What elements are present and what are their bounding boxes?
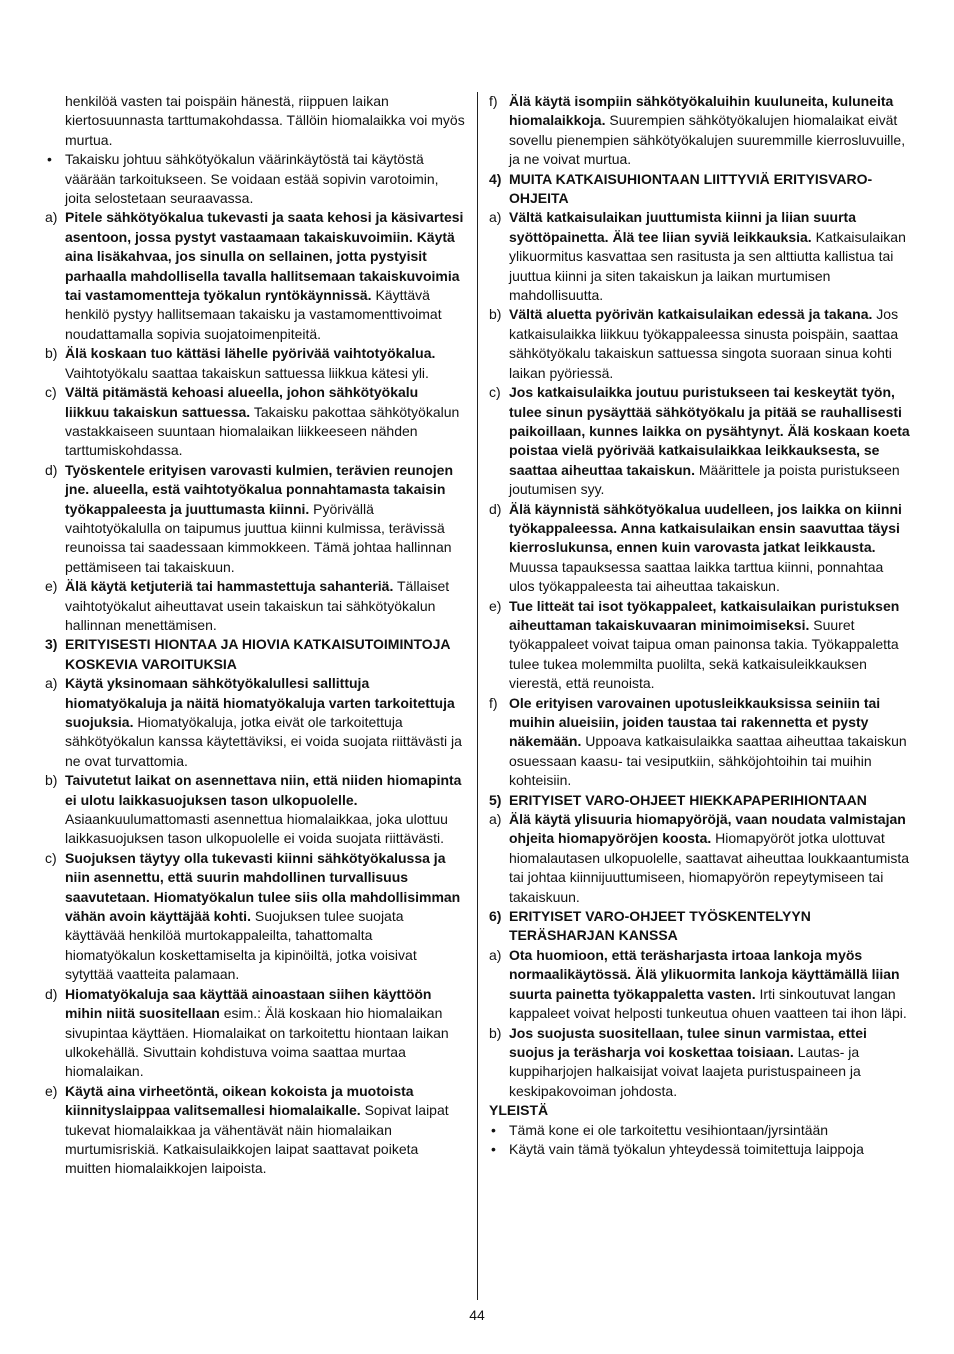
item-bold-text: Vältä aluetta pyörivän katkaisulaikan edessä ja takana.	[509, 306, 873, 323]
item-text: Sopivat laipat tukevat hiomalaikkaa ja vähentävät näin hiomalaikan murtumisriskiä. Katkaisulaikkojen laipat saattavat poiketa muitten hiomalaikkojen laipoista.	[65, 1102, 449, 1177]
item-bold-text: Vältä pitämästä kehoasi alueella, johon sähkötyökalu liikkuu takaiskun sattuessa.	[65, 384, 419, 420]
item-6b	[489, 1024, 911, 1102]
bullet-text: Käytä vain tämä työkalun yhteydessä toimitettuja laippoja	[509, 1140, 864, 1157]
item-4d	[489, 500, 911, 597]
item-label: a)	[45, 675, 58, 692]
item-4e	[489, 597, 911, 694]
item-text: Pyörivällä vaihtotyökalulla on taipumus juuttua kiinni kulmissa, terävissä reunoissa tai saadessaan kimmokkeen. Tämä johtaa hallinnan pettämiseen tai takaiskuun.	[65, 500, 452, 575]
item-label: a)	[489, 946, 502, 963]
item-text: Vaihtotyökalu saattaa takaiskun sattuessa liikkua kätesi yli.	[65, 364, 429, 381]
item-text: Katkaisulaikan ylikuormitus kasvattaa sen rasitusta ja sen alttiutta kallistua tai juuttua kiinni ja siten takaiskun ja laikan murtumisen mahdollisuutta.	[509, 228, 906, 304]
item-bold-text: Käytä yksinomaan sähkötyökalullesi sallittuja hiomatyökaluja ja näitä hiomatyökaluja varten tarkoitettuja suojuksia.	[65, 675, 455, 730]
item-text: Asiaankuulumattomasti asennettua hiomalaikkaa, joka ulottuu laikkasuojuksen tason ulkopuolelle ei voida suojata riittävästi.	[65, 811, 448, 847]
item-3f	[489, 92, 911, 170]
section-number: 4)	[489, 170, 502, 187]
column-divider	[477, 92, 478, 1300]
item-3a	[45, 674, 465, 771]
item-label: c)	[489, 384, 501, 401]
section-number: 3)	[45, 636, 58, 653]
bullet-marker: •	[491, 1140, 496, 1157]
item-bold-text: Hiomatyökaluja saa käyttää ainoastaan siihen käyttöön mihin niitä suositellaan	[65, 985, 432, 1022]
bullet-general-2	[489, 1140, 911, 1159]
item-c	[45, 383, 465, 461]
right-column	[489, 92, 911, 1159]
page-number: 44	[469, 1307, 485, 1323]
bullet-kickback-cause	[45, 150, 465, 208]
section-heading-3	[45, 635, 465, 674]
item-bold-text: Ota huomioon, että teräsharjasta irtoaa lankoja myös normaalikäytössä. Älä ylikuormita lankoja käyttämällä liian suurta painetta työkappaletta vasten.	[509, 946, 900, 1002]
item-bold-text: Työskentele erityisen varovasti kulmien, terävien reunojen jne. alueella, estä vaihtotyökalua ponnahtamasta takaisin työkappaleesta ja juuttumasta kiinni.	[65, 461, 454, 517]
section-number: 6)	[489, 908, 502, 925]
item-3b	[45, 771, 465, 849]
section-title: ERITYISET VARO-OHJEET TYÖSKENTELYYN TERÄSHARJAN KANSSA	[509, 908, 811, 944]
item-bold-text: Pitele sähkötyökalua tukevasti ja saata kehosi ja käsivartesi asentoon, jossa pystyt vastaamaan takaiskuvoimiin. Käytä aina lisäkahvaa, jos sinulla on sellainen, jotta pystyisit parhaalla mahdollisella tavalla hallitsemaan takaiskuvoimia tai vastamomentteja työkalun ryntökäynnissä.	[65, 209, 464, 304]
item-label: c)	[45, 849, 57, 866]
item-4a	[489, 208, 911, 305]
bullet-general-1	[489, 1121, 911, 1140]
item-text: Tällaiset vaihtotyökalut aiheuttavat usein takaiskun tai sähkötyökalun hallinnan menettämisen.	[65, 578, 450, 633]
item-label: b)	[45, 345, 58, 362]
intro-continuation: henkilöä vasten tai poispäin hänestä, riippuen laikan kiertosuunnasta tarttumakohdassa. Tällöin hiomalaikka voi myös murtua.	[65, 93, 465, 148]
item-text: Takaisku pakottaa sähkötyökalun vastakkaiseen suuntaan hiomalaikan liikkeeseen nähden tarttumiskohdassa.	[65, 403, 460, 459]
item-label: b)	[489, 1024, 502, 1041]
item-label: a)	[45, 209, 58, 226]
item-label: e)	[45, 578, 58, 595]
item-4f	[489, 694, 911, 791]
item-label: c)	[45, 384, 57, 401]
item-bold-text: Älä käynnistä sähkötyökalua uudelleen, jos laikka on kiinni työkappaleessa. Anna katkaisulaikan ensin saavuttaa täysi kierroslukunsa, ennen kuin varovasta jatkat leikkausta.	[509, 500, 902, 556]
item-label: d)	[489, 500, 502, 517]
item-bold-text: Suojuksen täytyy olla tukevasti kiinni sähkötyökalussa ja niin asennettu, että suurin mahdollinen turvallisuus saavutetaan. Hiomatyökalun tulee siis olla mahdollisimman vähän avoin käyttäjää kohti.	[65, 849, 461, 925]
section-title: MUITA KATKAISUHIONTAAN LIITTYVIÄ ERITYISVARO-OHJEITA	[509, 170, 873, 207]
item-label: a)	[489, 811, 502, 828]
item-d	[45, 461, 465, 577]
bullet-marker: •	[491, 1121, 496, 1138]
item-label: e)	[45, 1082, 58, 1099]
left-column	[45, 92, 465, 1179]
item-bold-text: Taivutetut laikat on asennettava niin, että niiden hiomapinta ei ulotu laikkasuojuksen tason ulkopuolelle.	[65, 772, 462, 808]
section-title: ERITYISET VARO-OHJEET HIEKKAPAPERIHIONTAAN	[509, 791, 867, 808]
item-text: Hiomapyöröt jotka ulottuvat hiomalautasen ulkopuolelle, saattavat aiheuttaa loukkaantumista tai johtaa kiinnijuuttumiseen, hiomapyörön repeytymiseen tai takaiskuun.	[509, 830, 910, 905]
item-bold-text: Älä käytä ketjuteriä tai hammastettuja sahanteriä.	[65, 578, 394, 595]
item-6a	[489, 946, 911, 1024]
item-text: Hiomatyökaluja, jotka eivät ole tarkoitettuja sähkötyökalun kanssa käytettäviksi, ei voida suojata riittävästi ja ne ovat turvattomia.	[65, 714, 462, 769]
item-bold-text: Käytä aina virheetöntä, oikean kokoista ja muotoista kiinnityslaippaa valitsemallesi hiomalaikalle.	[65, 1082, 414, 1119]
item-label: d)	[45, 985, 58, 1002]
section-title: ERITYISESTI HIONTAA JA HIOVIA KATKAISUTOIMINTOJA KOSKEVIA VAROITUKSIA	[65, 636, 451, 672]
item-label: a)	[489, 209, 502, 226]
item-a	[45, 208, 465, 344]
item-bold-text: Ole erityisen varovainen upotusleikkauksissa seiniin tai muihin alueisiin, joiden taustaa tai rakennetta et pysty näkemään.	[509, 694, 881, 750]
item-text: Lautas- ja kuppiharjojen halkaisijat voivat laajeta puristuspaineen ja keskipakovoiman johdosta.	[509, 1043, 861, 1099]
item-text: Suurempien sähkötyökalujen hiomalaikat eivät sovellu pienempien sähkötyökalujen suuremmille kierrosluvuille, ja ne voivat murtua.	[509, 112, 906, 168]
item-3c	[45, 849, 465, 985]
item-text: Suuret työkappaleet voivat taipua oman painonsa takia. Työkappaletta tulee tukea molemmilta puolilta, sekä katkaisuleikkauksen vierestä, että reunoista.	[509, 616, 899, 692]
bullet-text: Tämä kone ei ole tarkoitettu vesihiontaan/jyrsintään	[509, 1121, 829, 1138]
item-bold-text: Älä käytä ylisuuria hiomapyöröjä, vaan noudata valmistajan ohjeita hiomapyöröjen koosta.	[509, 811, 906, 847]
item-label: b)	[45, 772, 58, 789]
item-label: f)	[489, 93, 498, 109]
item-3d	[45, 985, 465, 1082]
item-text: Uppoava katkaisulaikka saattaa aiheuttaa takaiskun osuessaan kaasu- tai vesiputkiin, sähköjohtoihin tai muihin kohteisiin.	[509, 733, 907, 789]
item-bold-text: Älä koskaan tuo kättäsi lähelle pyörivää vaihtotyökalua.	[65, 345, 436, 362]
item-bold-text: Tue litteät tai isot työkappaleet, katkaisulaikan puristuksen aiheuttaman takaiskuvaaran minimoimiseksi.	[509, 597, 900, 633]
item-text: Irti sinkoutuvat langan kappaleet voivat helposti tunkeutua ohuen vaatteen tai ihon läpi.	[509, 985, 907, 1022]
bullet-marker: •	[47, 151, 52, 168]
section-heading-4	[489, 170, 911, 209]
item-text: esim.: Älä koskaan hio hiomalaikan sivupintaa käyttäen. Hiomalaikat on tarkoitettu hiontaan laikan ulkokehällä. Sivuttain kohdistuva voima saattaa murtaa hiomalaikan.	[65, 1005, 449, 1080]
item-label: e)	[489, 597, 502, 614]
item-3e	[45, 1082, 465, 1179]
general-heading: YLEISTÄ	[489, 1102, 549, 1119]
item-bold-text: Jos suojusta suositellaan, tulee sinun varmistaa, ettei suojus ja teräsharja voi koskettaa toisiaan.	[509, 1024, 867, 1060]
item-4c	[489, 383, 911, 499]
item-bold-text: Vältä katkaisulaikan juuttumista kiinni ja liian suurta syöttöpainetta. Älä tee liian syviä leikkauksia.	[509, 209, 856, 245]
item-label: b)	[489, 306, 502, 323]
item-bold-text: Jos katkaisulaikka joutuu puristukseen tai keskeytät työn, tulee sinun pysäyttää sähkötyökalu ja pitää se rauhallisesti paikoillaan, kunnes laikka on pysähtynyt. Älä koskaan koeta poistaa vielä pyörivää katkaisulaikkaa leikkauksesta, se saattaa aiheuttaa takaiskun.	[509, 384, 910, 478]
item-5a	[489, 810, 911, 907]
bullet-text: Takaisku johtuu sähkötyökalun väärinkäytöstä tai käytöstä väärään tarkoitukseen. Se voidaan estää sopivin varotoimin, joita selostetaan seuraavassa.	[65, 151, 439, 207]
item-bold-text: Älä käytä isompiin sähkötyökaluihin kuuluneita, kuluneita hiomalaikkoja.	[509, 93, 894, 129]
item-text: Suojuksen tulee suojata käyttävää henkilöä murtokappaleilta, tahattomalta hiomatyökalun koskettamiselta ja kipinöiltä, jotka voisivat sytyttää vaatteita palamaan.	[65, 908, 417, 983]
item-label: f)	[489, 694, 498, 711]
item-text: Käyttävä henkilö pystyy hallitsemaan takaisku ja vastamomenttivoimat noudattamalla sopivia suojatoimenpiteitä.	[65, 287, 442, 342]
item-e	[45, 577, 465, 635]
item-b	[45, 344, 465, 383]
item-text: Jos katkaisulaikka liikkuu työkappaleessa sinusta poispäin, saattaa sähkötyökalu takaiskun sattuessa singota suoraan sinua kohti laikan pyöriessä.	[509, 306, 899, 381]
section-heading-5	[489, 791, 911, 810]
section-heading-6	[489, 907, 911, 946]
item-4b	[489, 305, 911, 383]
item-label: d)	[45, 461, 58, 478]
section-number: 5)	[489, 791, 502, 808]
item-text: Muussa tapauksessa saattaa laikka tarttua kiinni, ponnahtaa ulos työkappaleesta tai aiheuttaa takaiskun.	[509, 558, 884, 595]
item-text: Määrittele ja poista puristukseen joutumisen syy.	[509, 461, 900, 498]
